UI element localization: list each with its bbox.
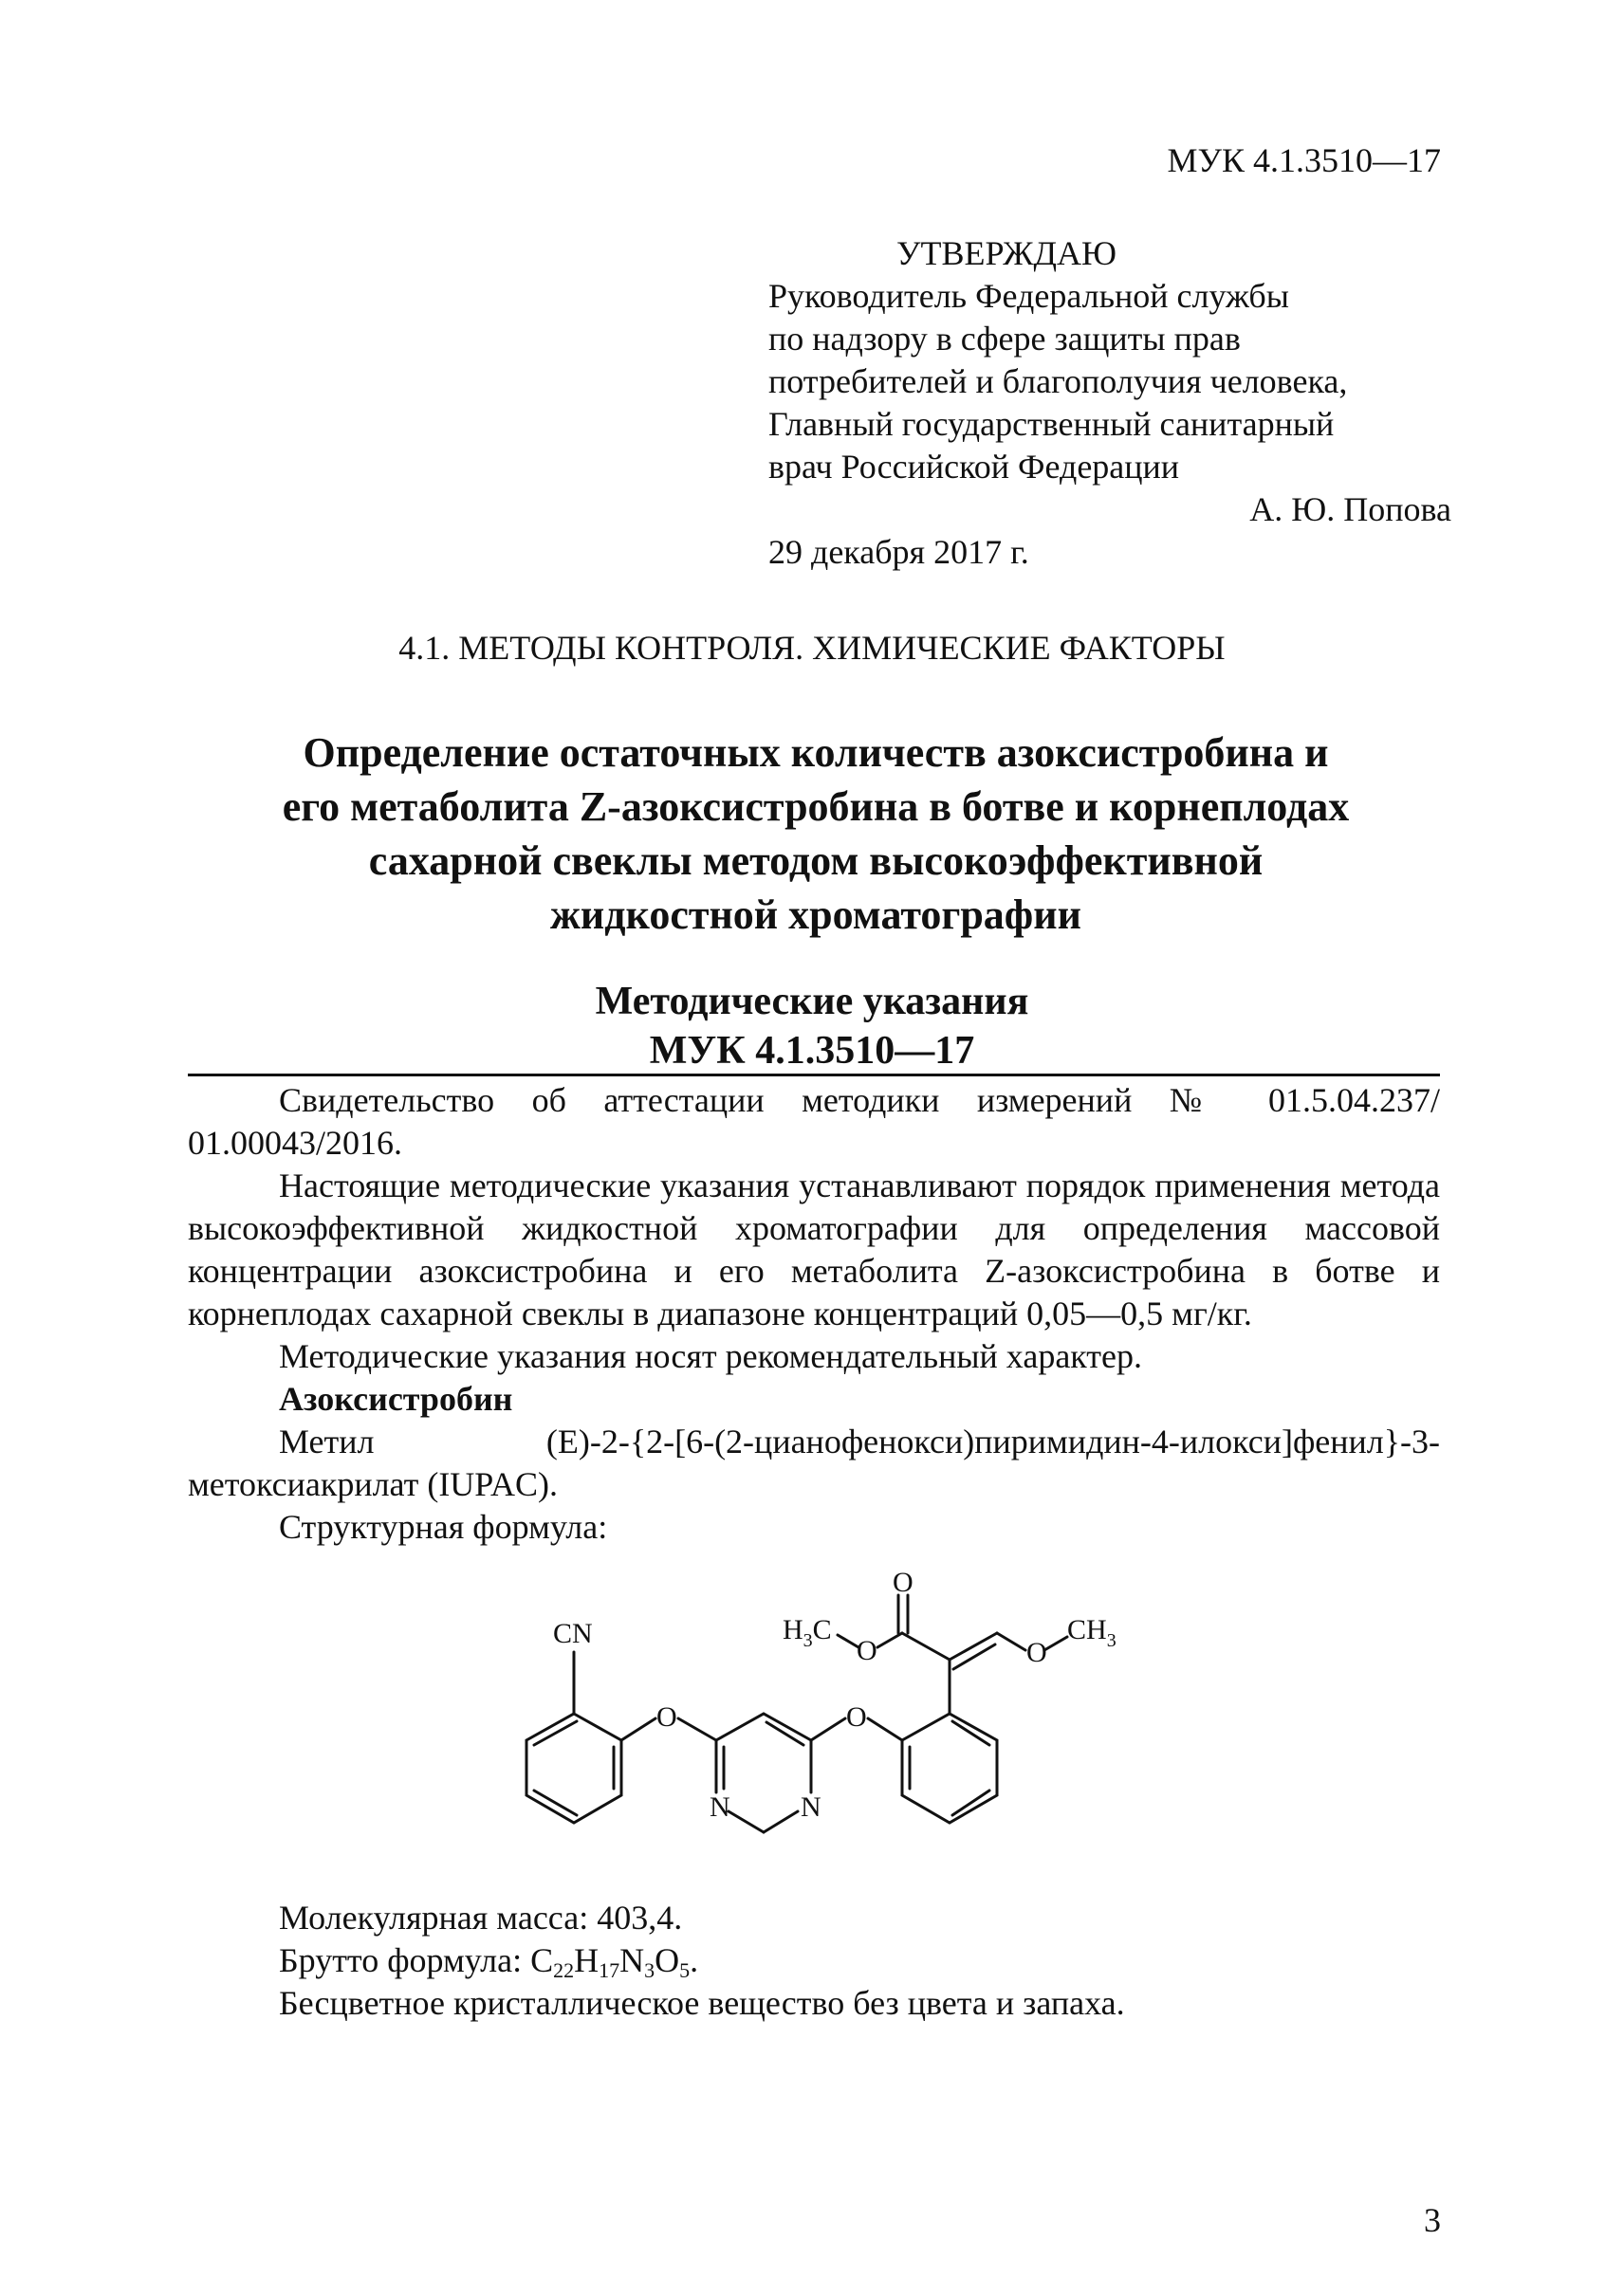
oxygen-label: O	[846, 1701, 867, 1733]
approval-position-line: по надзору в сфере защиты прав	[768, 320, 1241, 358]
oxygen-label: O	[656, 1701, 677, 1733]
molar-mass: Молекулярная масса: 403,4.	[279, 1899, 683, 1937]
cyano-label: CN	[553, 1618, 593, 1649]
document-code: МУК 4.1.3510—17	[1167, 141, 1441, 179]
guideline-type: Методические указания	[595, 980, 1029, 1023]
nitrogen-label: N	[801, 1791, 821, 1823]
approval-position-line: потребителей и благополучия человека,	[768, 362, 1348, 400]
advisory-paragraph: Методические указания носят рекомендательный характер.	[279, 1337, 1143, 1375]
main-title-line: Определение остаточных количеств азоксистробина и	[303, 729, 1329, 776]
guideline-code: МУК 4.1.3510—17	[649, 1029, 975, 1073]
section-heading: 4.1. МЕТОДЫ КОНТРОЛЯ. ХИМИЧЕСКИЕ ФАКТОРЫ	[398, 629, 1226, 667]
approval-position-line: Главный государственный санитарный	[768, 405, 1335, 443]
guideline-heading	[0, 977, 1624, 1075]
page-number: 3	[1424, 2201, 1441, 2239]
main-title	[133, 726, 1499, 942]
methyl-label: $H_3C$	[783, 1614, 832, 1651]
approval-signer: А. Ю. Попова	[1249, 490, 1451, 528]
main-title-line: сахарной свеклы методом высокоэффективной	[368, 837, 1264, 884]
approval-block	[768, 232, 1451, 574]
substance-name: Азоксистробин	[279, 1380, 513, 1418]
main-title-line: жидкостной хроматографии	[550, 891, 1081, 938]
approval-position-line: Руководитель Федеральной службы	[768, 277, 1289, 315]
structural-formula-diagram	[470, 1567, 1153, 1878]
gross-formula: Брутто формула: $C_{22}H_{17}N_3O_5$.	[279, 1941, 699, 1982]
certificate-paragraph: Свидетельство об аттестации методики измерений № 01.5.04.237/ 01.00043/2016.	[188, 1081, 1440, 1162]
iupac-name: Метил (E)-2-{2-[6-(2-цианофенокси)пиримидин-4-илокси]фенил}-3-метоксиакрилат (IUPAC).	[188, 1423, 1440, 1503]
methyl-label: $CH_3$	[1067, 1614, 1116, 1651]
approval-date: 29 декабря 2017 г.	[768, 533, 1029, 571]
heading-divider	[188, 1074, 1440, 1076]
carbonyl-oxygen-label: O	[893, 1567, 914, 1598]
approval-position-line: врач Российской Федерации	[768, 448, 1180, 486]
body-text	[188, 1079, 1440, 1549]
scope-paragraph: Настоящие методические указания устанавливают порядок применения метода высокоэффективной жидкостной хроматографии для определения массовой концентрации азоксистробина и его метаболита Z-азоксистробина в ботве и корнеплодах сахарной свеклы в диапазоне концентраций 0,05—0,5 мг/кг.	[188, 1166, 1440, 1332]
approval-title: УТВЕРЖДАЮ	[896, 234, 1117, 272]
main-title-line: его метаболита Z-азоксистробина в ботве и корнеплодах	[282, 783, 1350, 830]
ether-oxygen-label: O	[1026, 1637, 1047, 1668]
structural-formula-label: Структурная формула:	[279, 1508, 608, 1546]
ester-oxygen-label: O	[857, 1635, 877, 1666]
nitrogen-label: N	[710, 1791, 730, 1823]
atom-labels	[553, 1567, 1116, 1823]
substance-description: Бесцветное кристаллическое вещество без цвета и запаха.	[279, 1984, 1125, 2022]
substance-properties	[279, 1897, 1125, 2025]
